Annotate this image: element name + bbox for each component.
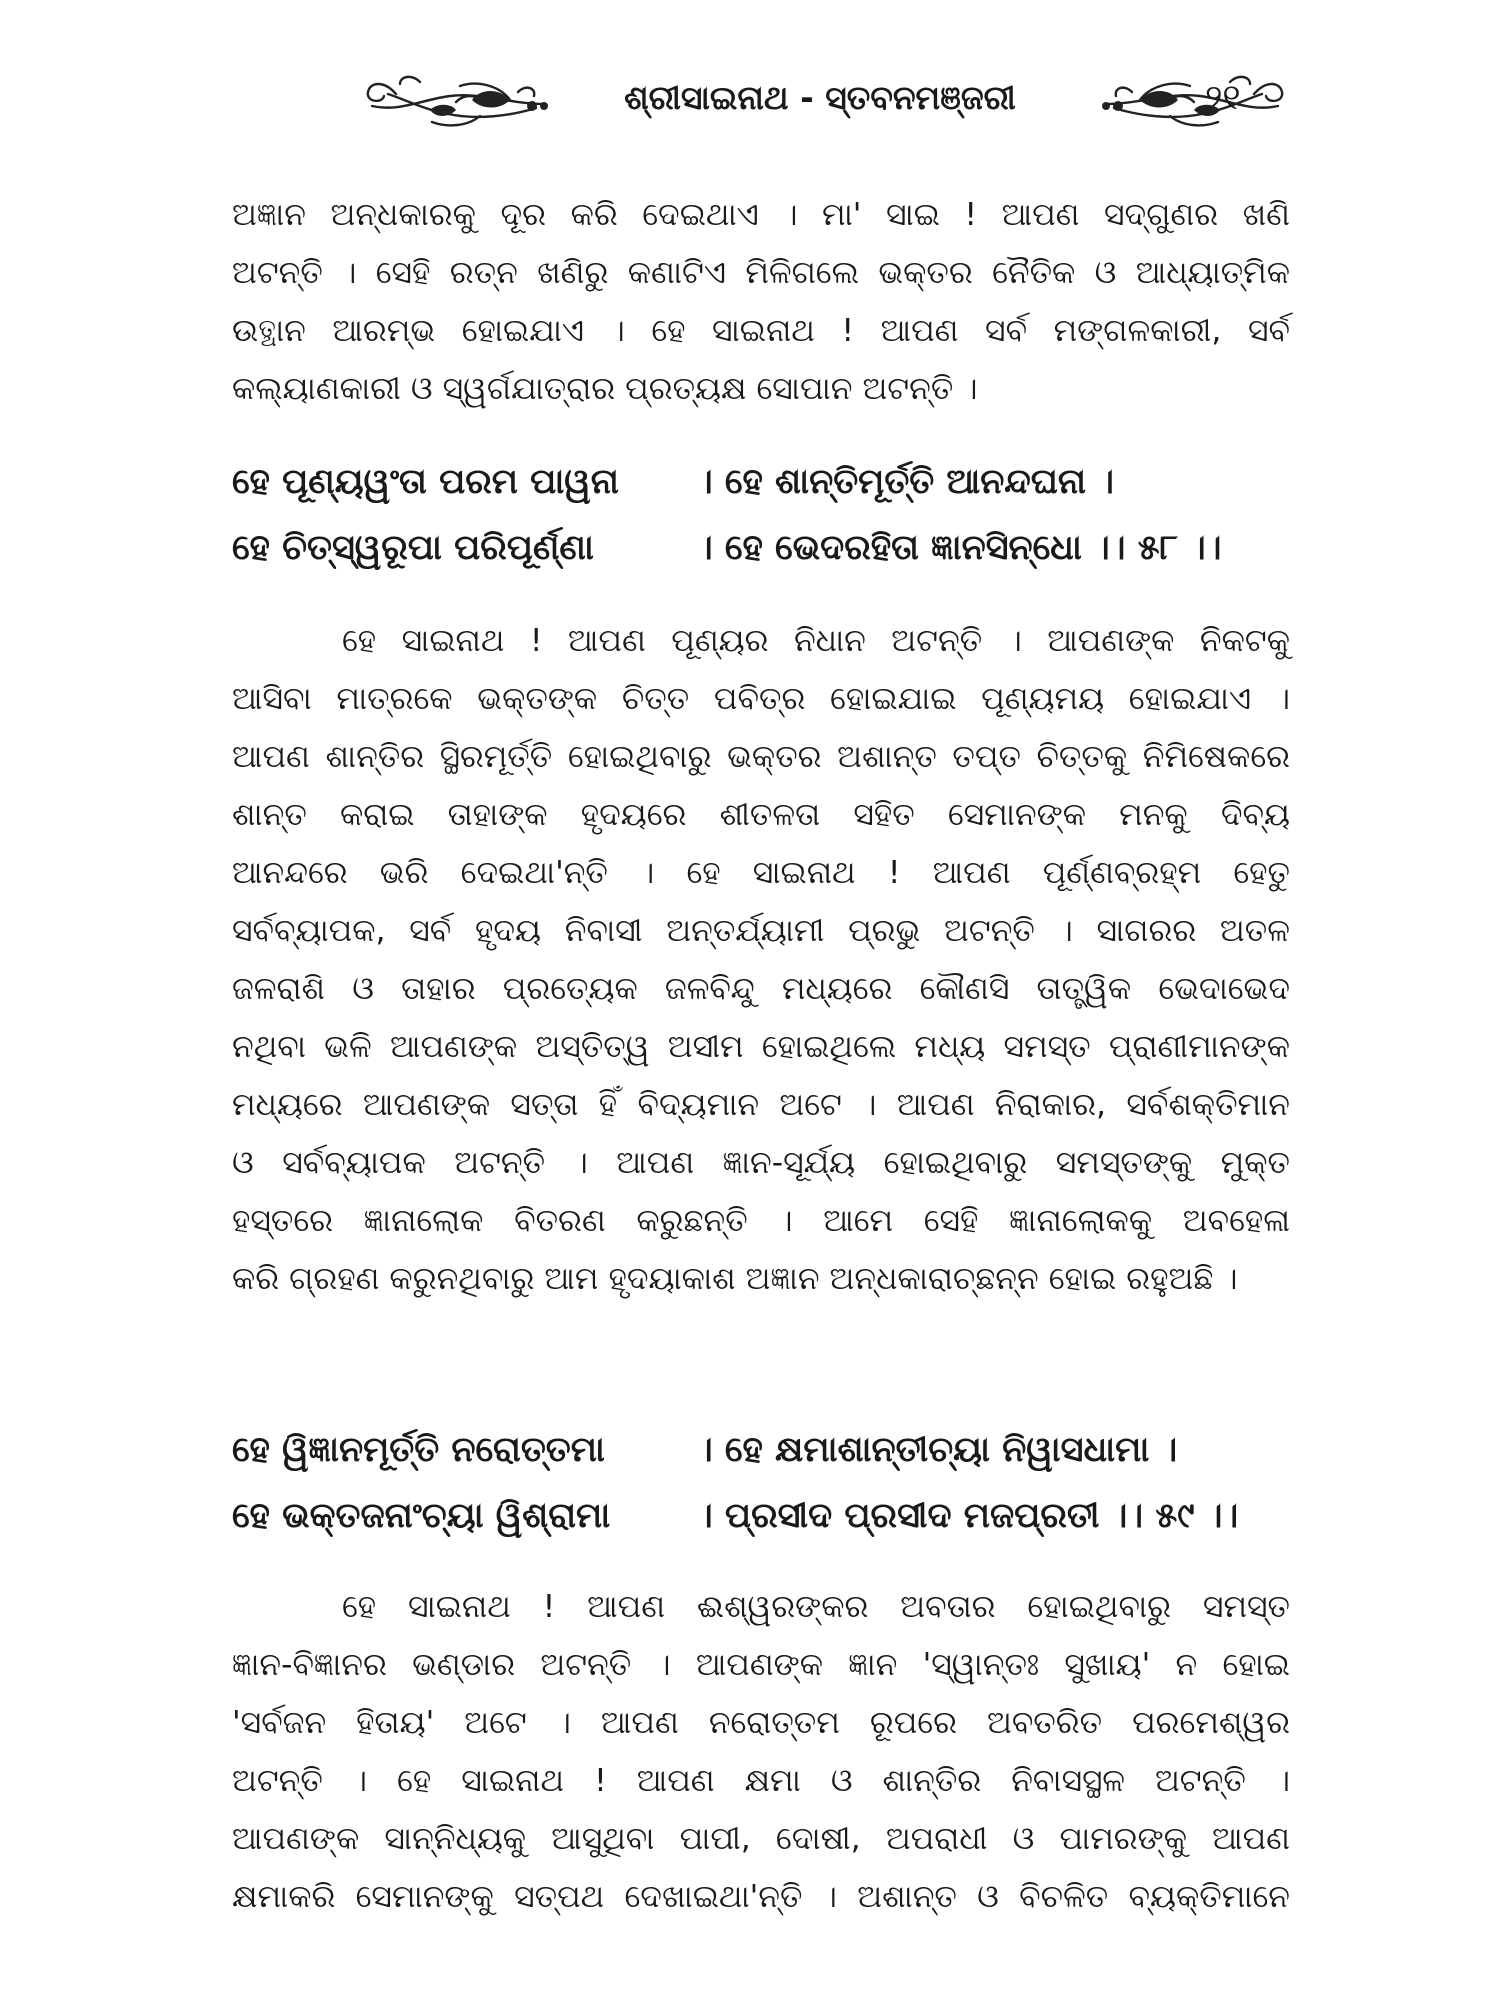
verse-line-first-half: ହେ ପୂଣ୍ୟୱଂତା ପରମ ପାୱନା — [232, 462, 619, 502]
text-line: 'ସର୍ବଜନ ହିତାୟ' ଅଟେ । ଆପଣ ନରୋତ୍ତମ ରୂପରେ ଅବତରିତ ପରମେଶ୍ୱର — [232, 1705, 1290, 1741]
verse-line-second-half: । ହେ କ୍ଷମାଶାନ୍ତୀଚ୍ୟା ନିୱାସଧାମା । — [697, 1430, 1178, 1470]
verse-line — [232, 462, 1292, 528]
verse-line-first-half: ହେ ଭକ୍ତଜନାଂଚ୍ୟା ୱିଶ୍ରାମା — [232, 1496, 611, 1536]
text-line: ଜଳରାଶି ଓ ତାହାର ପ୍ରତ୍ୟେକ ଜଳବିନ୍ଦୁ ମଧ୍ୟରେ କୌଣସି ତାତ୍ତ୍ୱିକ ଭେଦାଭେଦ — [232, 971, 1290, 1007]
paragraph-1 — [232, 186, 1290, 418]
text-line: ମଧ୍ୟରେ ଆପଣଙ୍କ ସତ୍ତା ହିଁ ବିଦ୍ୟମାନ ଅଟେ । ଆପଣ ନିରାକାର, ସର୍ବଶକ୍ତିମାନ — [232, 1087, 1290, 1123]
running-title: ଶ୍ରୀସାଇନାଥ - ସ୍ତବନମଞ୍ଜରୀ — [624, 78, 1016, 117]
text-line: ଶାନ୍ତ କରାଇ ତାହାଙ୍କ ହୃଦୟରେ ଶୀତଳତା ସହିତ ସେମାନଙ୍କ ମନକୁ ଦିବ୍ୟ — [232, 797, 1290, 833]
text-line: ଜ୍ଞାନ-ବିଜ୍ଞାନର ଭଣ୍ଡାର ଅଟନ୍ତି । ଆପଣଙ୍କ ଜ୍ଞାନ 'ସ୍ୱାନ୍ତଃ ସୁଖାୟ' ନ ହୋଇ — [232, 1647, 1290, 1683]
page-number: ୨୧ — [1205, 78, 1241, 118]
running-header — [360, 62, 1260, 142]
text-line: ଆସିବା ମାତ୍ରକେ ଭକ୍ତଙ୍କ ଚିତ୍ତ ପବିତ୍ର ହୋଇଯାଇ ପୂଣ୍ୟମୟ ହୋଇଯାଏ । — [232, 681, 1290, 717]
verse-line-second-half: । ହେ ଶାନ୍ତିମୂର୍ତ୍ତି ଆନନ୍ଦଘନା । — [697, 462, 1115, 502]
verse-line — [232, 1496, 1292, 1562]
verse-58 — [232, 462, 1292, 594]
verse-line-first-half: ହେ ୱିଜ୍ଞାନମୂର୍ତ୍ତି ନରୋତ୍ତମା — [232, 1430, 605, 1470]
verse-line-first-half: ହେ ଚିତ୍‌ସ୍ୱରୂପା ପରିପୂର୍ଣ୍ଣା — [232, 528, 594, 568]
text-line: ଅଟନ୍ତି । ସେହି ରତ୍ନ ଖଣିରୁ କଣାଟିଏ ମିଳିଗଲେ ଭକ୍ତର ନୈତିକ ଓ ଆଧ୍ୟାତ୍ମିକ — [232, 255, 1290, 291]
paragraph-3 — [232, 1578, 1290, 1926]
text-line: ହେ ସାଇନାଥ ! ଆପଣ ପୂଣ୍ୟର ନିଧାନ ଅଟନ୍ତି । ଆପଣଙ୍କ ନିକଟକୁ — [342, 623, 1290, 659]
text-line: ଆପଣ ଶାନ୍ତିର ସ୍ଥିରମୂର୍ତ୍ତି ହୋଇଥିବାରୁ ଭକ୍ତର ଅଶାନ୍ତ ତପ୍ତ ଚିତ୍ତକୁ ନିମିଷେକରେ — [232, 739, 1290, 775]
text-line: ଓ ସର୍ବବ୍ୟାପକ ଅଟନ୍ତି । ଆପଣ ଜ୍ଞାନ-ସୂର୍ଯ୍ୟ ହୋଇଥିବାରୁ ସମସ୍ତଙ୍କୁ ମୁକ୍ତ — [232, 1145, 1290, 1181]
verse-line-second-half: । ପ୍ରସୀଦ ପ୍ରସୀଦ ମଜପ୍ରତୀ ।। ୫୯ ।। — [697, 1496, 1239, 1536]
text-line: କ୍ଷମାକରି ସେମାନଙ୍କୁ ସତ୍‌ପଥ ଦେଖାଇଥା'ନ୍ତି । ଅଶାନ୍ତ ଓ ବିଚଳିତ ବ୍ୟକ୍ତିମାନେ — [232, 1879, 1290, 1915]
text-line: ଆନନ୍ଦରେ ଭରି ଦେଇଥା'ନ୍ତି । ହେ ସାଇନାଥ ! ଆପଣ ପୂର୍ଣ୍ଣବ୍ରହ୍ମ ହେତୁ — [232, 855, 1290, 891]
text-line: ଅଟନ୍ତି । ହେ ସାଇନାଥ ! ଆପଣ କ୍ଷମା ଓ ଶାନ୍ତିର ନିବାସସ୍ଥଳ ଅଟନ୍ତି । — [232, 1763, 1290, 1799]
verse-line-second-half: । ହେ ଭେଦରହିତା ଜ୍ଞାନସିନ୍ଧୋ ।। ୫୮ ।। — [697, 528, 1222, 568]
text-line: କରି ଗ୍ରହଣ କରୁନଥିବାରୁ ଆମ ହୃଦୟାକାଶ ଅଜ୍ଞାନ ଅନ୍ଧକାରାଚ୍ଛନ୍ନ ହୋଇ ରହୁଅଛି । — [232, 1261, 1238, 1297]
verse-line — [232, 1430, 1292, 1496]
text-line: ହସ୍ତରେ ଜ୍ଞାନାଲୋକ ବିତରଣ କରୁଛନ୍ତି । ଆମେ ସେହି ଜ୍ଞାନାଲୋକକୁ ଅବହେଳା — [232, 1203, 1290, 1239]
text-line: ସର୍ବବ୍ୟାପକ, ସର୍ବ ହୃଦୟ ନିବାସୀ ଅନ୍ତର୍ଯ୍ୟାମୀ ପ୍ରଭୁ ଅଟନ୍ତି । ସାଗରର ଅତଳ — [232, 913, 1290, 949]
right-flourish-ornament-icon — [1100, 70, 1290, 134]
left-flourish-ornament-icon — [360, 70, 550, 134]
text-line: ଅଜ୍ଞାନ ଅନ୍ଧକାରକୁ ଦୂର କରି ଦେଇଥାଏ । ମା' ସାଇ ! ଆପଣ ସଦ୍‌ଗୁଣର ଖଣି — [232, 197, 1290, 233]
text-line: ଉତ୍ଥାନ ଆରମ୍ଭ ହୋଇଯାଏ । ହେ ସାଇନାଥ ! ଆପଣ ସର୍ବ ମଙ୍ଗଳକାରୀ, ସର୍ବ — [232, 313, 1290, 349]
text-line: ଆପଣଙ୍କ ସାନ୍ନିଧ୍ୟକୁ ଆସୁଥିବା ପାପୀ, ଦୋଷୀ, ଅପରାଧୀ ଓ ପାମରଙ୍କୁ ଆପଣ — [232, 1821, 1290, 1857]
text-line: ହେ ସାଇନାଥ ! ଆପଣ ଈଶ୍ୱରଙ୍କର ଅବତାର ହୋଇଥିବାରୁ ସମସ୍ତ — [342, 1589, 1290, 1625]
verse-59 — [232, 1430, 1292, 1562]
text-line: ନଥିବା ଭଳି ଆପଣଙ୍କ ଅସ୍ତିତ୍ୱ ଅସୀମ ହୋଇଥିଲେ ମଧ୍ୟ ସମସ୍ତ ପ୍ରାଣୀମାନଙ୍କ — [232, 1029, 1290, 1065]
text-line: କଲ୍ୟାଣକାରୀ ଓ ସ୍ୱର୍ଗଯାତ୍ରାର ପ୍ରତ୍ୟକ୍ଷ ସୋପାନ ଅଟନ୍ତି । — [232, 371, 978, 407]
verse-line — [232, 528, 1292, 594]
paragraph-2 — [232, 612, 1290, 1308]
